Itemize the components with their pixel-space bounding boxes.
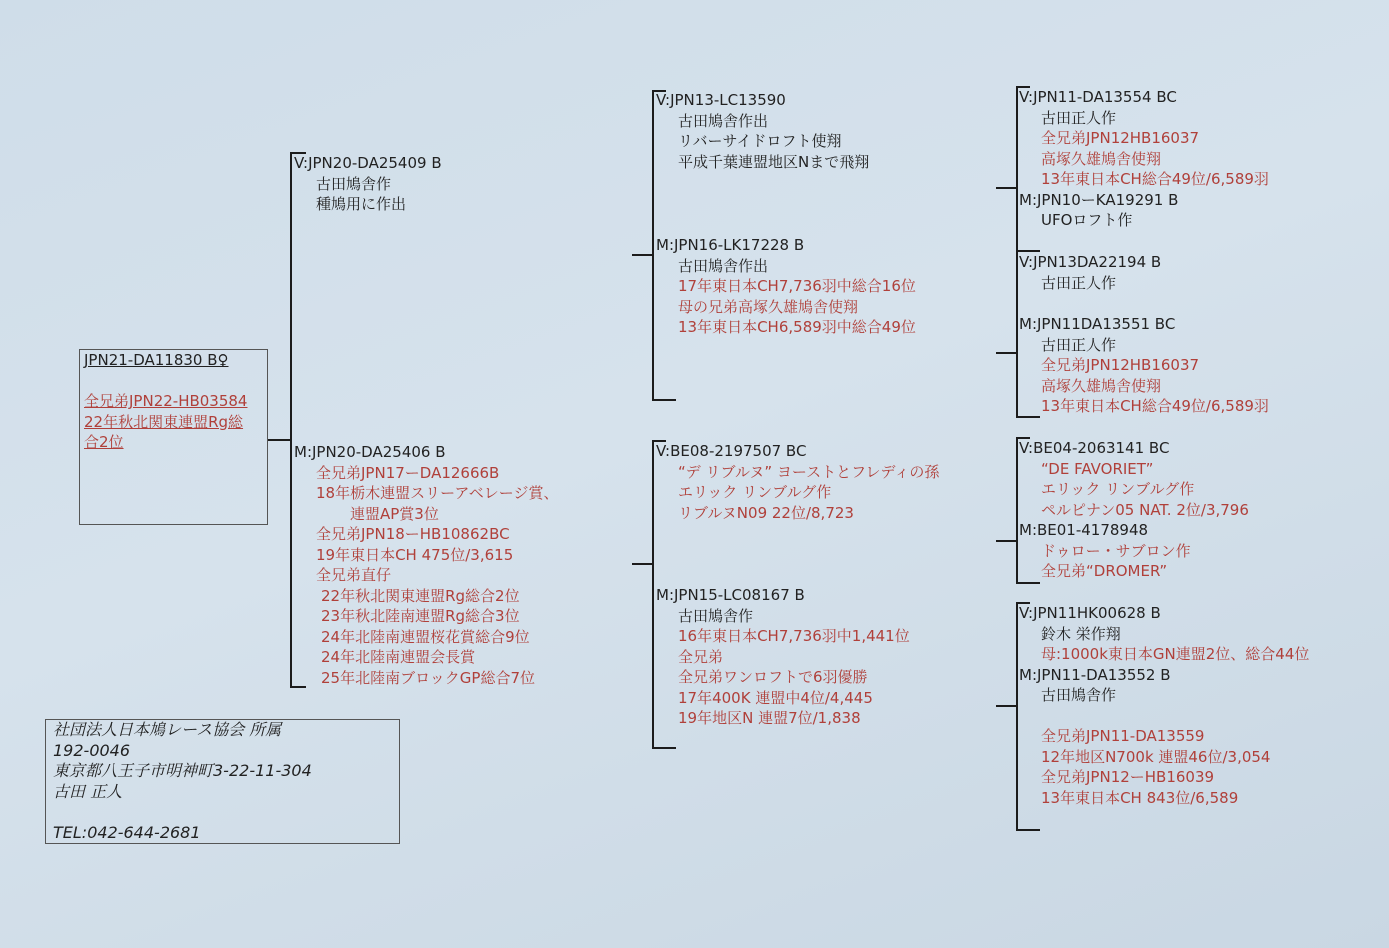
gen3-dss-block: V:BE04-2063141 BC “DE FAVORIET” エリック リンブルグ作 ペルピナン05 NAT. 2位/3,796 M:BE01-4178948 ドゥロー・サブロン作 全兄弟“DROMER” xyxy=(1019,439,1249,580)
connector-line xyxy=(1016,582,1040,584)
gen3-sds-block: V:JPN13DA22194 B 古田正人作 xyxy=(1019,253,1162,292)
connector-line xyxy=(652,399,676,401)
breeder-postcode: 192-0046 xyxy=(53,740,131,760)
dam-block: M:JPN20-DA25406 B 全兄弟JPN17ーDA12666B 18年栃木連盟スリーアベレージ賞、 連盟AP賞3位 全兄弟JPN18ーHB10862BC 19年東日本CH 475位/3,615 全兄弟直仔 22年秋北関東連盟Rg総合2位 23年秋北陸南連盟Rg総合3位 24年北陸南連盟桜花賞総合9位 24年北陸南連盟会長賞 25年北陸南ブロックGP総合7位 xyxy=(294,443,559,687)
dam-dam-block: M:JPN15-LC08167 B 古田鳩舎作 16年東日本CH7,736羽中1,441位 全兄弟 全兄弟ワンロフトで6羽優勝 17年400K 連盟中4位/4,445 19年地区N 連盟7位/1,838 xyxy=(656,586,910,727)
connector-line xyxy=(996,187,1018,189)
subject-notes: 全兄弟JPN22-HB03584 22年秋北関東連盟Rg総 合2位 xyxy=(84,392,248,451)
subject-id: JPN21-DA11830 B♀ xyxy=(84,351,229,369)
dam-sire-block: V:BE08-2197507 BC “デ リブルヌ” ヨーストとフレディの孫 エリック リンブルグ作 リブルヌN09 22位/8,723 xyxy=(656,442,940,522)
sire-dam-id: M:JPN16-LK17228 B xyxy=(656,236,805,254)
connector-line xyxy=(996,705,1018,707)
gen3-sdd-block: M:JPN11DA13551 BC 古田正人作 全兄弟JPN12HB16037 高塚久雄鳩舎使翔 13年東日本CH総合49位/6,589羽 xyxy=(1019,315,1269,415)
connector-line xyxy=(1016,252,1018,418)
connector-line xyxy=(996,352,1018,354)
dam-sire-id: V:BE08-2197507 BC xyxy=(656,442,807,460)
breeder-tel: TEL:042-644-2681 xyxy=(53,822,201,842)
sire-block: V:JPN20-DA25409 B 古田鳩舎作 種鳩用に作出 xyxy=(294,154,442,213)
breeder-association: 社団法人日本鳩レース協会 所属 xyxy=(53,720,282,739)
connector-line xyxy=(1016,437,1018,584)
connector-line xyxy=(1016,829,1040,831)
connector-line xyxy=(996,540,1018,542)
sire-id: V:JPN20-DA25409 B xyxy=(294,154,442,172)
connector-line xyxy=(268,439,292,441)
gen3-dds-block: V:JPN11HK00628 B 鈴木 栄作翔 母:1000k東日本GN連盟2位、総合44位 M:JPN11-DA13552 B 古田鳩舎作 全兄弟JPN11-DA13559 12年地区N700k 連盟46位/3,054 全兄弟JPN12ーHB16039 13年東日本CH 843位/6,589 xyxy=(1019,604,1310,807)
breeder-info xyxy=(53,720,312,843)
connector-line xyxy=(652,90,654,401)
connector-line xyxy=(1016,602,1018,831)
gen3-sss-block: V:JPN11-DA13554 BC 古田正人作 全兄弟JPN12HB16037 高塚久雄鳩舎使翔 13年東日本CH総合49位/6,589羽 M:JPN10ーKA19291 B UFOロフト作 xyxy=(1019,88,1269,229)
dam-dam-id: M:JPN15-LC08167 B xyxy=(656,586,805,604)
sire-sire-block: V:JPN13-LC13590 古田鳩舎作出 リバーサイドロフト使翔 平成千葉連盟地区Nまで飛翔 xyxy=(656,91,870,171)
sire-sire-id: V:JPN13-LC13590 xyxy=(656,91,786,109)
connector-line xyxy=(632,563,654,565)
subject-block xyxy=(84,350,248,451)
breeder-address: 東京都八王子市明神町3-22-11-304 xyxy=(53,761,312,780)
connector-line xyxy=(1016,86,1018,252)
connector-line xyxy=(652,747,676,749)
sire-dam-block: M:JPN16-LK17228 B 古田鳩舎作出 17年東日本CH7,736羽中総合16位 母の兄弟高塚久雄鳩舎使翔 13年東日本CH6,589羽中総合49位 xyxy=(656,236,916,336)
connector-line xyxy=(652,440,654,749)
connector-line xyxy=(290,152,292,688)
breeder-name: 古田 正人 xyxy=(53,781,123,801)
dam-id: M:JPN20-DA25406 B xyxy=(294,443,446,461)
connector-line xyxy=(632,254,654,256)
